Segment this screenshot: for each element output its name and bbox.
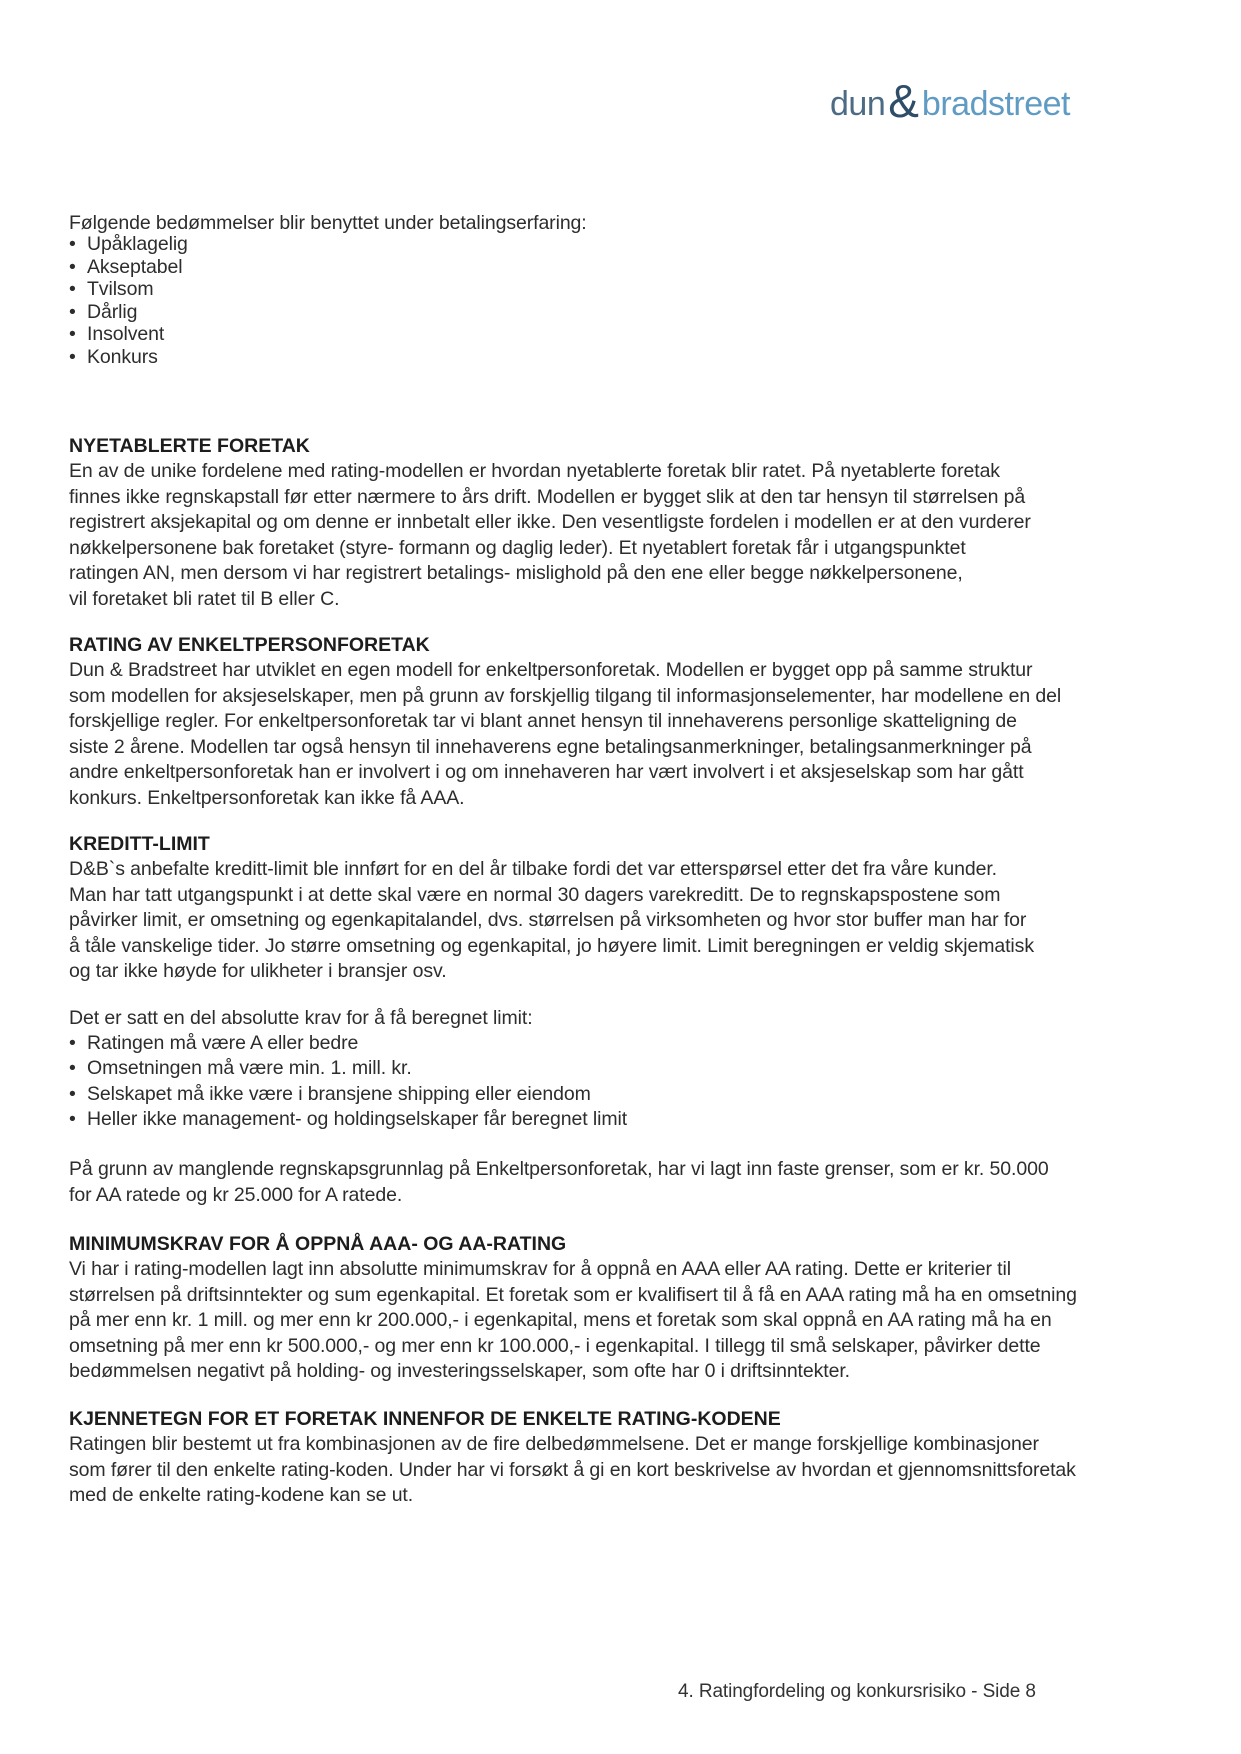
paragraph-line: vil foretaket bli ratet til B eller C. xyxy=(69,587,340,610)
paragraph-line: med de enkelte rating-kodene kan se ut. xyxy=(69,1484,414,1506)
fixed-limits-note xyxy=(69,1157,1049,1208)
paragraph-line: som fører til den enkelte rating-koden. Under har vi forsøkt å gi en kort beskrivelse av hvordan et gjennomsnittsforetak xyxy=(69,1458,1076,1481)
paragraph-line: Man har tatt utgangspunkt i at dette skal være en normal 30 dagers varekreditt. De to regnskapspostene som xyxy=(69,883,1001,906)
paragraph-line: D&B`s anbefalte kreditt-limit ble innført for en del år tilbake fordi det var etterspørsel etter det fra våre kunder. xyxy=(69,858,997,880)
section-heading-nyetablerte-foretak: NYETABLERTE FORETAK xyxy=(69,435,310,457)
list-item-label: Selskapet må ikke være i bransjene shipping eller eiendom xyxy=(87,1082,591,1105)
paragraph-line: En av de unike fordelene med rating-modellen er hvordan nyetablerte foretak blir ratet. På nyetablerte foretak xyxy=(69,460,1000,482)
paragraph-line: på mer enn kr. 1 mill. og mer enn kr 200.000,- i egenkapital, mens et foretak som skal oppnå en AA rating må ha en xyxy=(69,1309,1052,1331)
paragraph-line: finnes ikke regnskapstall før etter nærmere to års drift. Modellen er bygget slik at den tar hensyn til størrelsen på xyxy=(69,485,1026,508)
list-item-label: Insolvent xyxy=(87,323,165,345)
paragraph-line: registrert aksjekapital og om denne er innbetalt eller ikke. Den vesentligste fordelen i modellen er at den vurderer xyxy=(69,511,1031,533)
paragraph-line: Ratingen blir bestemt ut fra kombinasjonen av de fire delbedømmelsene. Det er mange forskjellige kombinasjoner xyxy=(69,1433,1039,1455)
paragraph-line: for AA ratede og kr 25.000 for A ratede. xyxy=(69,1183,403,1206)
list-item-label: Omsetningen må være min. 1. mill. kr. xyxy=(87,1057,412,1080)
section-paragraph xyxy=(69,1257,1077,1385)
bullet-marker: • xyxy=(69,1082,76,1105)
paragraph-line: og tar ikke høyde for ulikheter i bransjer osv. xyxy=(69,960,447,982)
limit-requirements-intro xyxy=(69,1006,533,1032)
paragraph-line: siste 2 årene. Modellen tar også hensyn til innehaverens egne betalingsanmerkninger, betalingsanmerkninger på xyxy=(69,735,1032,758)
paragraph-line: andre enkeltpersonforetak han er involvert i og om innehaveren har vært involvert i et aksjeselskap som har gått xyxy=(69,761,1024,783)
list-item-label: Tvilsom xyxy=(87,278,154,300)
list-item xyxy=(69,256,188,279)
paragraph-line: størrelsen på driftsinntekter og sum egenkapital. Et foretak som er kvalifisert til å få en AAA rating må ha en omsetning xyxy=(69,1283,1077,1306)
bullet-marker: • xyxy=(69,323,76,345)
list-item xyxy=(69,278,188,301)
section-paragraph xyxy=(69,857,1034,985)
paragraph-line: bedømmelsen negativt på holding- og investeringsselskaper, som ofte har 0 i driftsinntekter. xyxy=(69,1360,850,1382)
list-item-label: Akseptabel xyxy=(87,255,183,278)
bullet-marker: • xyxy=(69,233,76,255)
list-item xyxy=(69,346,188,369)
list-item-label: Konkurs xyxy=(87,345,158,368)
list-item xyxy=(69,323,188,346)
limit-bullet-list xyxy=(69,1031,627,1133)
list-item-label: Upåklagelig xyxy=(87,233,188,255)
list-item xyxy=(69,301,188,324)
list-item-label: Dårlig xyxy=(87,300,138,323)
brand-logo xyxy=(830,72,1070,126)
paragraph-line: Vi har i rating-modellen lagt inn absolutte minimumskrav for å oppnå en AAA eller AA rating. Dette er kriterier til xyxy=(69,1258,1011,1280)
paragraph-line: påvirker limit, er omsetning og egenkapitalandel, dvs. størrelsen på virksomheten og hvor stor buffer man har for xyxy=(69,909,1027,931)
list-item xyxy=(69,1107,627,1132)
paragraph-line: På grunn av manglende regnskapsgrunnlag på Enkeltpersonforetak, har vi lagt inn faste grenser, som er kr. 50.000 xyxy=(69,1158,1049,1180)
list-item-label: Ratingen må være A eller bedre xyxy=(87,1032,359,1054)
bullet-marker: • xyxy=(69,300,76,323)
paragraph-line: nøkkelpersonene bak foretaket (styre- formann og daglig leder). Et nyetablert foretak får i utgangspunktet xyxy=(69,536,966,559)
assessment-bullet-list xyxy=(69,233,188,368)
section-heading-minimumskrav: MINIMUMSKRAV FOR Å OPPNÅ AAA- OG AA-RATING xyxy=(69,1233,567,1255)
paragraph-line: Dun & Bradstreet har utviklet en egen modell for enkeltpersonforetak. Modellen er bygget opp på samme struktur xyxy=(69,659,1033,681)
bullet-marker: • xyxy=(69,1108,76,1131)
bullet-marker: • xyxy=(69,255,76,278)
logo-text-dun: dun xyxy=(830,85,886,123)
ampersand-icon: & xyxy=(888,75,919,127)
paragraph-line: å tåle vanskelige tider. Jo større omsetning og egenkapital, jo høyere limit. Limit beregningen er veldig skjematisk xyxy=(69,934,1034,957)
section-heading-kreditt-limit: KREDITT-LIMIT xyxy=(69,833,210,855)
section-paragraph xyxy=(69,658,1061,811)
paragraph-line: som modellen for aksjeselskaper, men på grunn av forskjellig tilgang til informasjonselementer, har modellene en del xyxy=(69,684,1062,707)
list-item xyxy=(69,1031,627,1056)
paragraph-line: forskjellige regler. For enkeltpersonforetak tar vi blant annet hensyn til innehaverens personlige skatteligning de xyxy=(69,710,1017,732)
section-paragraph xyxy=(69,1432,1076,1509)
paragraph-line: ratingen AN, men dersom vi har registrert betalings- mislighold på den ene eller begge nøkkelpersonene, xyxy=(69,562,963,584)
section-heading-rating-enkeltpersonforetak: RATING AV ENKELTPERSONFORETAK xyxy=(69,634,430,656)
section-paragraph xyxy=(69,459,1031,612)
list-item xyxy=(69,233,188,256)
bullet-marker: • xyxy=(69,278,76,300)
bullet-marker: • xyxy=(69,1032,76,1054)
paragraph-line: omsetning på mer enn kr 500.000,- og mer enn kr 100.000,- i egenkapital. I tillegg til små selskaper, påvirker dette xyxy=(69,1334,1041,1357)
list-item xyxy=(69,1082,627,1107)
page-footer: 4. Ratingfordeling og konkursrisiko - Side 8 xyxy=(678,1681,1036,1702)
bullet-marker: • xyxy=(69,345,76,368)
logo-text-bradstreet: bradstreet xyxy=(921,85,1071,123)
bullet-marker: • xyxy=(69,1057,76,1080)
section-heading-kjennetegn: KJENNETEGN FOR ET FORETAK INNENFOR DE ENKELTE RATING-KODENE xyxy=(69,1408,781,1430)
paragraph-line: Følgende bedømmelser blir benyttet under betalingserfaring: xyxy=(69,212,587,234)
list-item xyxy=(69,1056,627,1081)
paragraph-line: Det er satt en del absolutte krav for å få beregnet limit: xyxy=(69,1007,533,1029)
list-item-label: Heller ikke management- og holdingselskaper får beregnet limit xyxy=(87,1108,628,1131)
paragraph-line: konkurs. Enkeltpersonforetak kan ikke få AAA. xyxy=(69,786,465,809)
